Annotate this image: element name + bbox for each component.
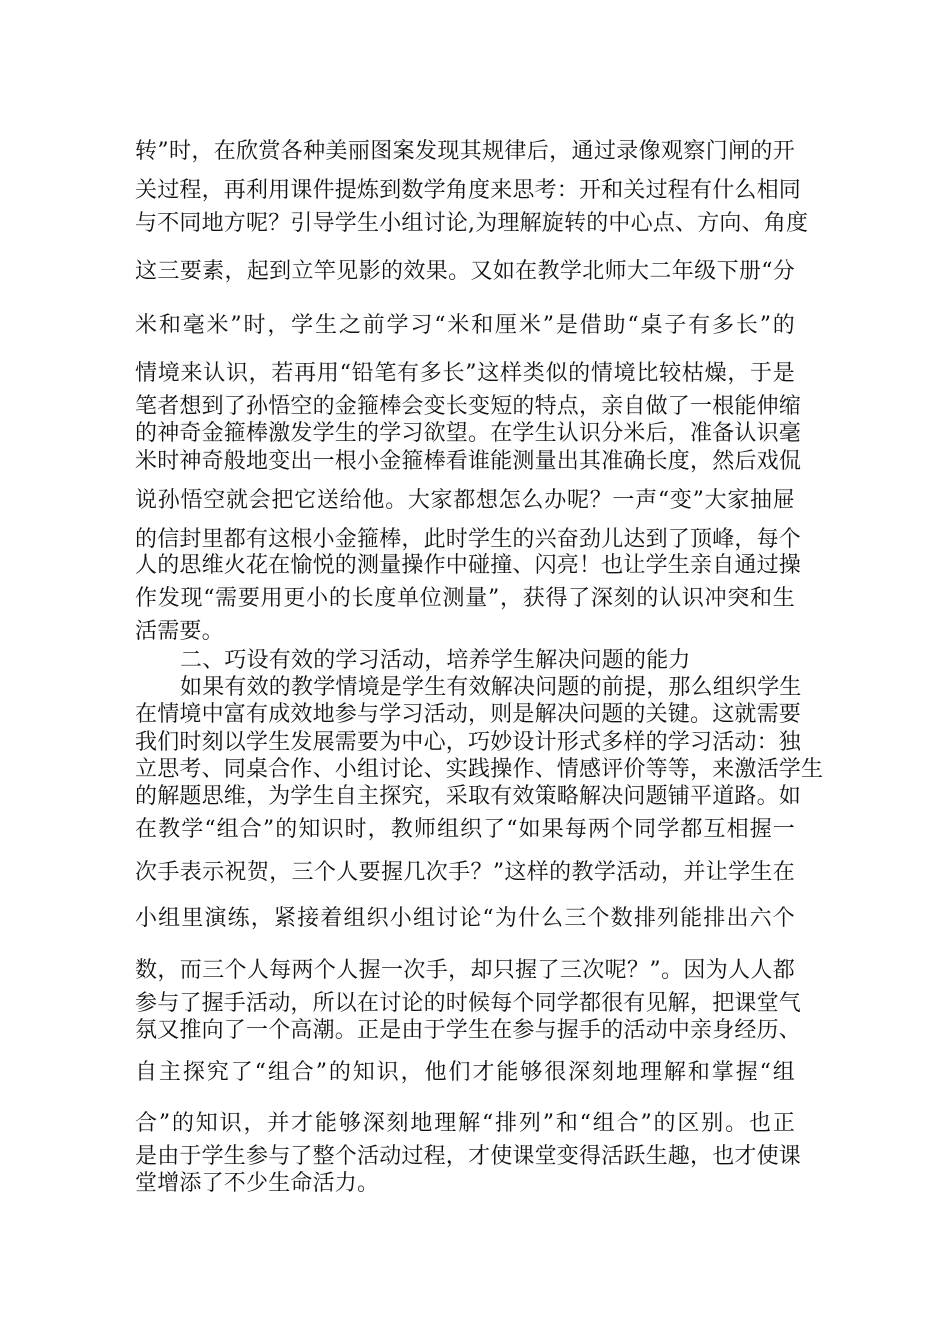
text-line: 氛又推向了一个高潮。正是由于学生在参与握手的活动中亲身经历、 bbox=[135, 1018, 802, 1043]
text-line: 堂增添了不少生命活力。 bbox=[135, 1171, 380, 1196]
text-line: 说孙悟空就会把它送给他。大家都想怎么办呢？一声“变”大家抽屉 bbox=[135, 488, 795, 513]
text-line: 作发现“需要用更小的长度单位测量”，获得了深刻的认识冲突和生 bbox=[135, 586, 795, 611]
text-line: 转”时，在欣赏各种美丽图案发现其规律后，通过录像观察门闸的开 bbox=[135, 139, 795, 164]
text-line: 是由于学生参与了整个活动过程，才使课堂变得活跃生趣，也才使课 bbox=[135, 1144, 802, 1169]
text-line: 的神奇金箍棒激发学生的学习欲望。在学生认识分米后，准备认识毫 bbox=[135, 421, 802, 446]
text-line: 笔者想到了孙悟空的金箍棒会变长变短的特点，亲自做了一根能伸缩 bbox=[135, 394, 802, 419]
text-line: 人的思维火花在愉悦的测量操作中碰撞、闪亮！也让学生亲自通过操 bbox=[135, 553, 802, 578]
text-line: 这三要素，起到立竿见影的效果。又如在教学北师大二年级下册“分 bbox=[135, 259, 795, 284]
text-line: 合”的知识，并才能够深刻地理解“排列”和“组合”的区别。也正 bbox=[135, 1111, 795, 1136]
text-line: 我们时刻以学生发展需要为中心，巧妙设计形式多样的学习活动：独 bbox=[135, 730, 802, 755]
text-line: 米时神奇般地变出一根小金箍棒看谁能测量出其准确长度，然后戏侃 bbox=[135, 449, 802, 474]
text-line: 关过程，再利用课件提炼到数学角度来思考：开和关过程有什么相同 bbox=[135, 178, 802, 203]
text-line: 的信封里都有这根小金箍棒，此时学生的兴奋劲儿达到了顶峰，每个 bbox=[135, 527, 802, 552]
text-line: 情境来认识，若再用“铅笔有多长”这样类似的情境比较枯燥，于是 bbox=[135, 361, 795, 386]
text-line: 活需要。 bbox=[135, 619, 224, 644]
text-line: 如果有效的教学情境是学生有效解决问题的前提，那么组织学生 bbox=[180, 675, 802, 700]
text-line: 自主探究了“组合”的知识，他们才能够很深刻地理解和掌握“组 bbox=[135, 1060, 795, 1085]
text-line: 与不同地方呢？引导学生小组讨论,为理解旋转的中心点、方向、角度 bbox=[135, 211, 809, 236]
text-line: 小组里演练，紧接着组织小组讨论“为什么三个数排列能排出六个 bbox=[135, 906, 795, 931]
text-line: 参与了握手活动，所以在讨论的时候每个同学都很有见解，把课堂气 bbox=[135, 991, 802, 1016]
section-heading: 二、巧设有效的学习活动，培养学生解决问题的能力 bbox=[180, 648, 691, 673]
text-line: 立思考、同桌合作、小组讨论、实践操作、情感评价等等，来激活学生 bbox=[135, 757, 824, 782]
text-line: 次手表示祝贺，三个人要握几次手？”这样的教学活动，并让学生在 bbox=[135, 860, 795, 885]
text-line: 的解题思维，为学生自主探究，采取有效策略解决问题铺平道路。如 bbox=[135, 784, 802, 809]
text-line: 米和毫米”时，学生之前学习“米和厘米”是借助“桌子有多长”的 bbox=[135, 313, 795, 338]
text-line: 在教学“组合”的知识时，教师组织了“如果每两个同学都互相握一 bbox=[135, 817, 795, 842]
text-line: 数，而三个人每两个人握一次手，却只握了三次呢？”。因为人人都 bbox=[135, 958, 795, 983]
text-line: 在情境中富有成效地参与学习活动，则是解决问题的关键。这就需要 bbox=[135, 702, 802, 727]
